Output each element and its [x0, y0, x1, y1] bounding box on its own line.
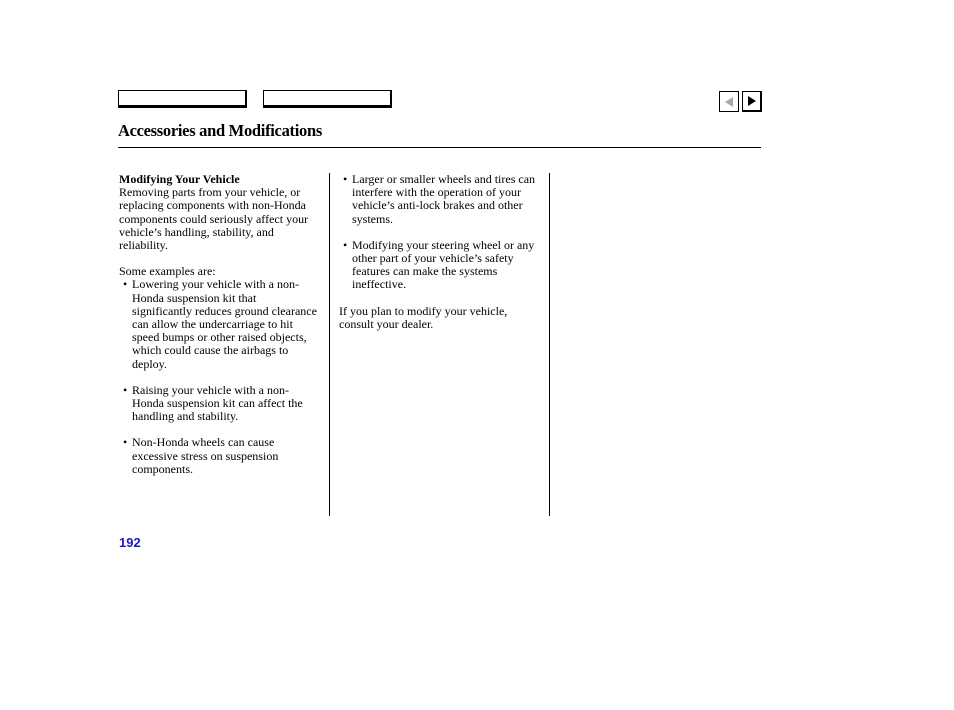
previous-page-button[interactable] — [719, 91, 739, 112]
section-heading: Modifying Your Vehicle — [119, 172, 240, 186]
examples-list-continued — [339, 173, 541, 292]
title-divider — [118, 147, 761, 148]
intro-paragraph: Removing parts from your vehicle, or replacing components with non-Honda components could seriously affect your vehicle’s handling, stability, and reliability. — [119, 185, 309, 253]
right-arrow-icon — [748, 96, 756, 106]
nav-tab-button-2[interactable] — [263, 90, 392, 108]
nav-tab-button-1[interactable] — [118, 90, 247, 108]
next-page-button[interactable] — [742, 91, 762, 112]
column-divider — [329, 173, 330, 516]
list-item: • Non-Honda wheels can cause excessive stress on suspension components. — [123, 435, 279, 476]
left-arrow-icon — [725, 97, 733, 107]
page-title: Accessories and Modifications — [118, 121, 322, 140]
column-divider — [549, 173, 550, 516]
examples-list — [119, 278, 319, 476]
list-item: • Larger or smaller wheels and tires can interfere with the operation of your vehicle’s anti-lock brakes and other systems. — [343, 172, 536, 226]
list-item: • Modifying your steering wheel or any other part of your vehicle’s safety features can make the systems ineffective. — [343, 237, 535, 292]
list-item: • Lowering your vehicle with a non-Honda suspension kit that significantly reduces ground clearance can allow the undercarriage to hit speed bumps or other raised objects, which could cause the airbags to deploy. — [123, 277, 317, 371]
page-number: 192 — [119, 535, 141, 550]
list-item: • Raising your vehicle with a non-Honda suspension kit can affect the handling and stability. — [123, 382, 303, 424]
closing-paragraph: If you plan to modify your vehicle, consult your dealer. — [339, 303, 508, 331]
text-column-1 — [119, 173, 319, 476]
text-column-2 — [339, 173, 541, 331]
examples-label: Some examples are: — [119, 264, 216, 279]
